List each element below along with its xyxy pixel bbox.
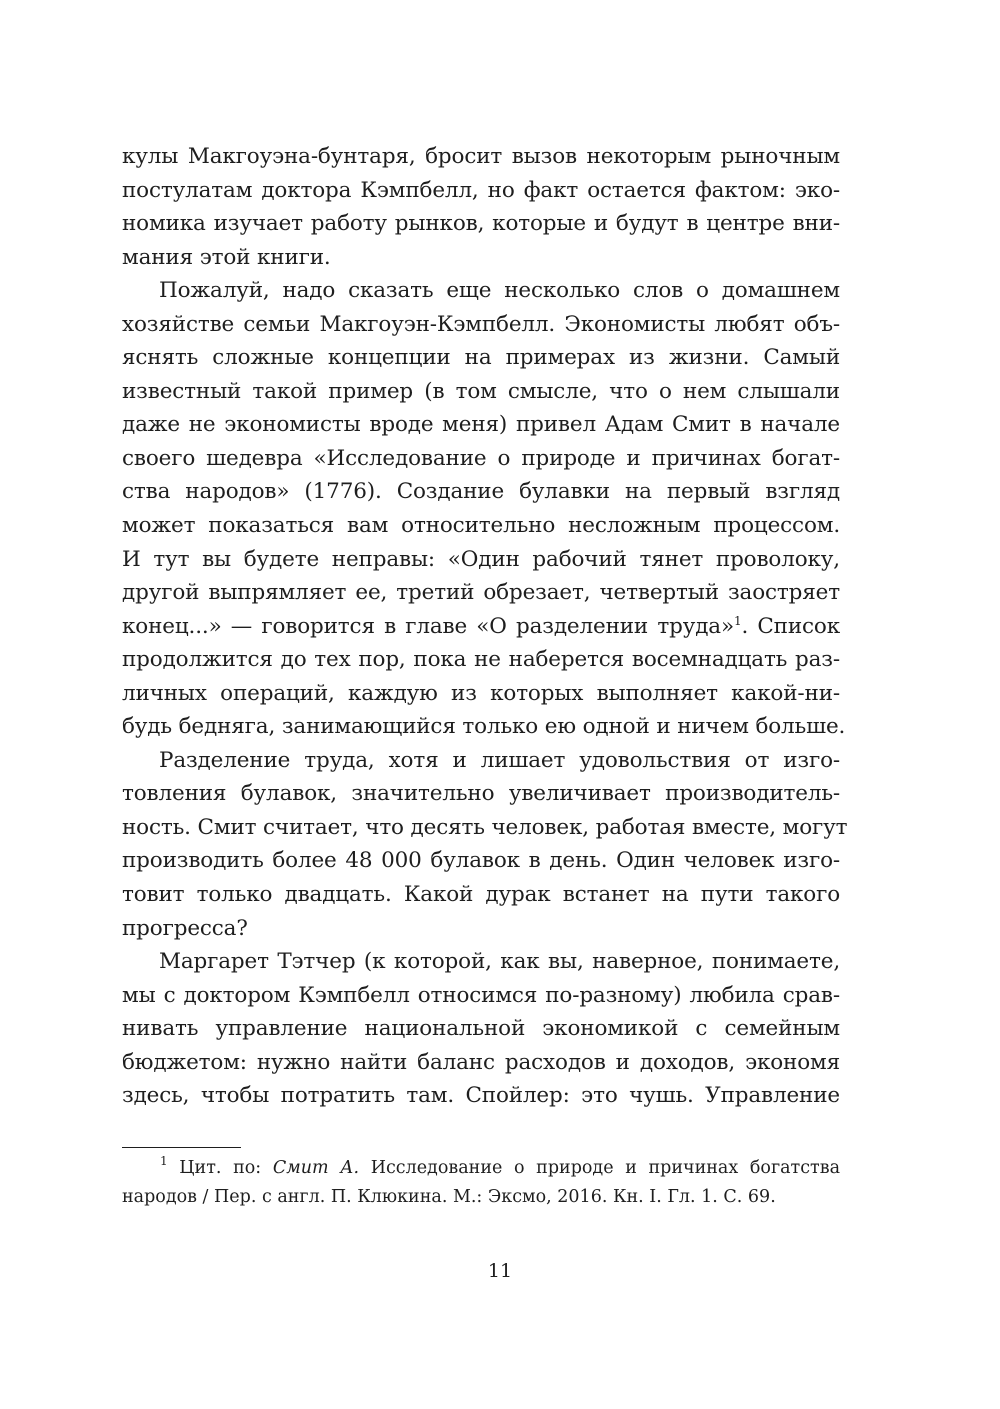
- body-line: бюджетом: нужно найти баланс расходов и доходов, экономя: [122, 1049, 840, 1075]
- footnote-number: 1: [160, 1154, 168, 1168]
- footnote-prefix: Цит. по:: [167, 1158, 273, 1178]
- body-line: товит только двадцать. Какой дурак встанет на пути такого: [122, 882, 840, 908]
- body-line-with-footnote-ref: [122, 610, 840, 644]
- footnote: [122, 1154, 840, 1212]
- body-line: другой выпрямляет ее, третий обрезает, четвертый заостряет: [122, 580, 840, 606]
- body-line: будь бедняга, занимающийся только ею одной и ничем больше.: [122, 714, 846, 740]
- body-line: мания этой книги.: [122, 244, 331, 270]
- body-line: нивать управление национальной экономикой с семейным: [122, 1016, 840, 1042]
- footnote-line: [122, 1154, 840, 1183]
- body-line-tail: . Список: [741, 613, 840, 639]
- body-line: И тут вы будете неправы: «Один рабочий тянет проволоку,: [122, 546, 840, 572]
- body-line: яснять сложные концепции на примерах из жизни. Самый: [122, 345, 840, 371]
- body-text: [122, 140, 848, 1113]
- footnote-author: Смит А.: [272, 1158, 360, 1178]
- body-line: известный такой пример (в том смысле, что о нем слышали: [122, 378, 840, 404]
- body-line: кулы Макгоуэна-бунтаря, бросит вызов некоторым рыночным: [122, 144, 840, 169]
- body-line: производить более 48 000 булавок в день. Один человек изго-: [122, 848, 840, 874]
- body-line: мы с доктором Кэмпбелл относимся по-разному) любила срав-: [122, 982, 840, 1008]
- footnote-title: Исследование о природе и причинах богатства: [359, 1158, 841, 1178]
- footnote-separator: [122, 1147, 241, 1148]
- paragraph-first-line: Маргарет Тэтчер (к которой, как вы, наверное, понимаете,: [159, 949, 840, 975]
- page-number: 11: [487, 1260, 513, 1282]
- body-line: прогресса?: [122, 915, 248, 941]
- body-line: может показаться вам относительно несложным процессом.: [122, 513, 840, 539]
- body-line: ность. Смит считает, что десять человек, работая вместе, могут: [122, 814, 848, 840]
- body-line: хозяйстве семьи Макгоуэн-Кэмпбелл. Экономисты любят объ-: [122, 311, 840, 337]
- paragraph-first-line: Разделение труда, хотя и лишает удовольствия от изго-: [159, 747, 840, 773]
- body-line: даже не экономисты вроде меня) привел Адам Смит в начале: [122, 412, 840, 438]
- paragraph-first-line: Пожалуй, надо сказать еще несколько слов о домашнем: [159, 278, 840, 304]
- body-line: товления булавок, значительно увеличивает производитель-: [122, 781, 840, 807]
- body-line: постулатам доктора Кэмпбелл, но факт остается фактом: эко-: [122, 177, 840, 203]
- body-line: здесь, чтобы потратить там. Спойлер: это чушь. Управление: [122, 1083, 840, 1109]
- body-line-text: конец...» — говорится в главе «О разделении труда»: [122, 613, 734, 639]
- body-line: номика изучает работу рынков, которые и будут в центре вни-: [122, 211, 840, 237]
- body-line: своего шедевра «Исследование о природе и причинах богат-: [122, 445, 840, 471]
- body-line: личных операций, каждую из которых выполняет какой-ни-: [122, 680, 840, 706]
- body-line: ства народов» (1776). Создание булавки на первый взгляд: [122, 479, 840, 505]
- body-line: продолжится до тех пор, пока не наберется восемнадцать раз-: [122, 647, 840, 673]
- footnote-reference[interactable]: 1: [733, 613, 742, 628]
- footnote-line: народов / Пер. с англ. П. Клюкина. М.: Эксмо, 2016. Кн. I. Гл. 1. С. 69.: [122, 1187, 776, 1207]
